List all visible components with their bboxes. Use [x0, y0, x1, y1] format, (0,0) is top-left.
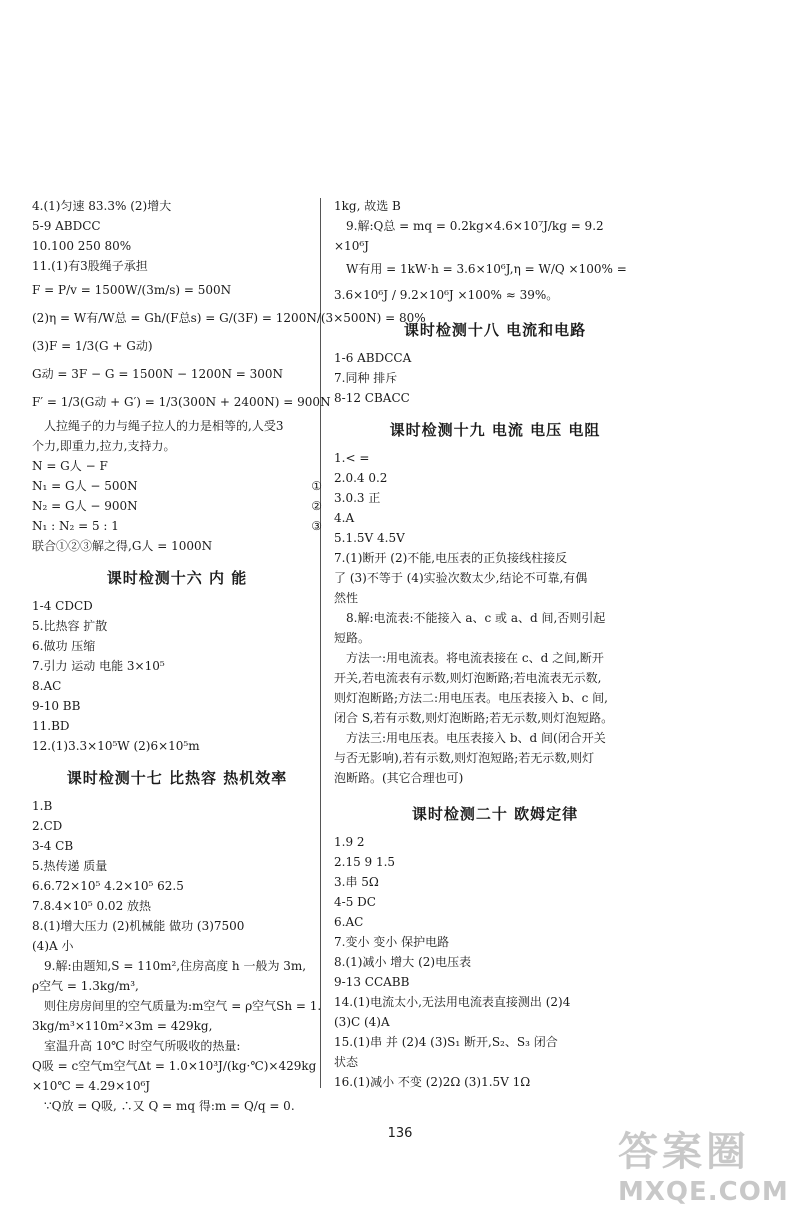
answer-line: 7.变小 变小 保护电路 — [334, 935, 450, 949]
answer-line: 7.引力 运动 电能 3×10⁵ — [32, 659, 165, 673]
answer-line: 1kg, 故选 B — [334, 199, 401, 213]
section-18-answers — [334, 348, 656, 408]
numbered-equation — [32, 476, 322, 496]
answer-line: 方法三:用电压表。电压表接入 b、d 间(闭合开关 — [346, 731, 606, 745]
answer-line: 9-10 BB — [32, 699, 81, 713]
answer-line: 16.(1)减小 不变 (2)2Ω (3)1.5V 1Ω — [334, 1075, 531, 1089]
answer-line: 人拉绳子的力与绳子拉人的力是相等的,人受3 — [44, 419, 284, 433]
answer-line: 8.解:电流表:不能接入 a、c 或 a、d 间,否则引起 — [346, 611, 606, 625]
answer-line: ∵Q放 = Q吸, ∴又 Q = mq 得:m = Q/q = 0. — [44, 1099, 295, 1113]
answer-line: 状态 — [334, 1055, 359, 1069]
answer-line: 2.0.4 0.2 — [334, 471, 388, 485]
formula-line: 3.6×10⁶J / 9.2×10⁶J ×100% ≈ 39%。 — [334, 288, 559, 302]
answer-line: N = G人 − F — [32, 459, 108, 473]
answer-line: 4-5 DC — [334, 895, 376, 909]
answer-line: 1.B — [32, 799, 53, 813]
watermark-url: MXQE.COM — [618, 1177, 789, 1207]
formula-line: F′ = 1/3(G动 + G′) = 1/3(300N + 2400N) = 900N — [32, 395, 331, 409]
answer-line: 然性 — [334, 591, 359, 605]
answer-line: 3-4 CB — [32, 839, 74, 853]
answer-line: 15.(1)串 并 (2)4 (3)S₁ 断开,S₂、S₃ 闭合 — [334, 1035, 558, 1049]
section-17-answers — [32, 796, 322, 1116]
answer-line: (4)A 小 — [32, 939, 74, 953]
answer-line: 7.8.4×10⁵ 0.02 放热 — [32, 899, 152, 913]
answer-line: 3.串 5Ω — [334, 875, 379, 889]
equation-number: ② — [311, 499, 322, 513]
answer-line: 11.BD — [32, 719, 70, 733]
answer-line: 7.同种 排斥 — [334, 371, 398, 385]
answer-line: 5.1.5V 4.5V — [334, 531, 405, 545]
answer-line: 1-6 ABDCCA — [334, 351, 412, 365]
answer-line: 1-4 CDCD — [32, 599, 93, 613]
section-heading-19: 课时检测十九 电流 电压 电阻 — [389, 421, 601, 439]
answer-line: 4.A — [334, 511, 355, 525]
right-column — [334, 196, 656, 1092]
answer-line: ×10⁶J — [334, 239, 369, 253]
equation-text: N₂ = G人 − 900N — [32, 499, 138, 513]
answer-line: ρ空气 = 1.3kg/m³, — [32, 979, 139, 993]
answer-line: 8.AC — [32, 679, 62, 693]
formula-line: W有用 = 1kW·h = 3.6×10⁶J,η = W/Q ×100% = — [346, 262, 627, 276]
equation-text: N₁ : N₂ = 5 : 1 — [32, 519, 119, 533]
answer-line: 9.解:Q总 = mq = 0.2kg×4.6×10⁷J/kg = 9.2 — [346, 219, 604, 233]
numbered-equation — [32, 496, 322, 516]
section-19-answers — [334, 448, 656, 788]
answer-line: 9.解:由题知,S = 110m²,住房高度 h 一般为 3m, — [44, 959, 307, 973]
answer-line: 则住房房间里的空气质量为:m空气 = ρ空气Sh = 1. — [44, 999, 322, 1013]
site-watermark — [618, 1128, 789, 1216]
answer-line: (3)C (4)A — [334, 1015, 390, 1029]
answer-line: 则灯泡断路;方法二:用电压表。电压表接入 b、c 间, — [334, 691, 608, 705]
formula-line: (2)η = W有/W总 = Gh/(F总s) = G/(3F) = 1200N/(3×500N) = 80% — [32, 311, 426, 325]
answer-line: 4.(1)匀速 83.3% (2)增大 — [32, 199, 172, 213]
answer-line: 5.热传递 质量 — [32, 859, 108, 873]
answer-line: 1.< = — [334, 451, 370, 465]
answer-line: 8-12 CBACC — [334, 391, 410, 405]
answer-line: ×10℃ = 4.29×10⁶J — [32, 1079, 151, 1093]
equation-number: ① — [311, 479, 322, 493]
answer-line: 方法一:用电流表。将电流表接在 c、d 之间,断开 — [346, 651, 604, 665]
formula-line: F = P/v = 1500W/(3m/s) = 500N — [32, 283, 232, 297]
watermark-title: 答案圈 — [618, 1129, 750, 1175]
answer-line: Q吸 = c空气m空气Δt = 1.0×10³J/(kg·℃)×429kg — [32, 1059, 317, 1073]
answer-line: 2.15 9 1.5 — [334, 855, 396, 869]
answer-line: 开关,若电流表有示数,则灯泡断路;若电流表无示数, — [334, 671, 602, 685]
answer-line: 6.6.72×10⁵ 4.2×10⁵ 62.5 — [32, 879, 184, 893]
answer-line: 泡断路。(其它合理也可) — [334, 771, 464, 785]
formula-line: G动 = 3F − G = 1500N − 1200N = 300N — [32, 367, 284, 381]
answer-line: 短路。 — [334, 631, 371, 645]
answer-line: 与否无影响),若有示数,则灯泡短路;若无示数,则灯 — [334, 751, 595, 765]
answer-line: 3.0.3 正 — [334, 491, 381, 505]
page-number: 136 — [387, 1126, 413, 1141]
answer-line: 14.(1)电流太小,无法用电流表直接测出 (2)4 — [334, 995, 571, 1009]
answer-line: 10.100 250 80% — [32, 239, 132, 253]
answer-line: 6.AC — [334, 915, 364, 929]
answer-line: 个力,即重力,拉力,支持力。 — [32, 439, 176, 453]
answer-line: 7.(1)断开 (2)不能,电压表的正负接线柱接反 — [334, 551, 568, 565]
answer-line: 9-13 CCABB — [334, 975, 410, 989]
answer-line: 12.(1)3.3×10⁵W (2)6×10⁵m — [32, 739, 200, 753]
answer-line: 5.比热容 扩散 — [32, 619, 108, 633]
section-heading-17: 课时检测十七 比热容 热机效率 — [66, 769, 288, 787]
section-heading-16: 课时检测十六 内 能 — [106, 569, 248, 587]
answer-line: 3kg/m³×110m²×3m = 429kg, — [32, 1019, 213, 1033]
answer-line: 了 (3)不等于 (4)实验次数太少,结论不可靠,有偶 — [334, 571, 588, 585]
numbered-equation — [32, 516, 322, 536]
section-heading-18: 课时检测十八 电流和电路 — [403, 321, 587, 339]
section-20-answers — [334, 832, 656, 1092]
answer-line: 6.做功 压缩 — [32, 639, 96, 653]
section-heading-20: 课时检测二十 欧姆定律 — [411, 805, 579, 823]
answer-line: 2.CD — [32, 819, 63, 833]
answer-line: 闭合 S,若有示数,则灯泡断路;若无示数,则灯泡短路。 — [334, 711, 614, 725]
answer-line: 8.(1)增大压力 (2)机械能 做功 (3)7500 — [32, 919, 245, 933]
equation-text: N₁ = G人 − 500N — [32, 479, 138, 493]
answer-line: 8.(1)减小 增大 (2)电压表 — [334, 955, 472, 969]
answer-line: 11.(1)有3股绳子承担 — [32, 259, 148, 273]
answer-line: 5-9 ABDCC — [32, 219, 101, 233]
answer-line: 联合①②③解之得,G人 = 1000N — [32, 539, 213, 553]
answer-line: 室温升高 10℃ 时空气所吸收的热量: — [44, 1039, 241, 1053]
equation-number: ③ — [311, 519, 322, 533]
answer-line: 1.9 2 — [334, 835, 365, 849]
formula-line: (3)F = 1/3(G + G动) — [32, 339, 153, 353]
section-16-answers — [32, 596, 322, 756]
